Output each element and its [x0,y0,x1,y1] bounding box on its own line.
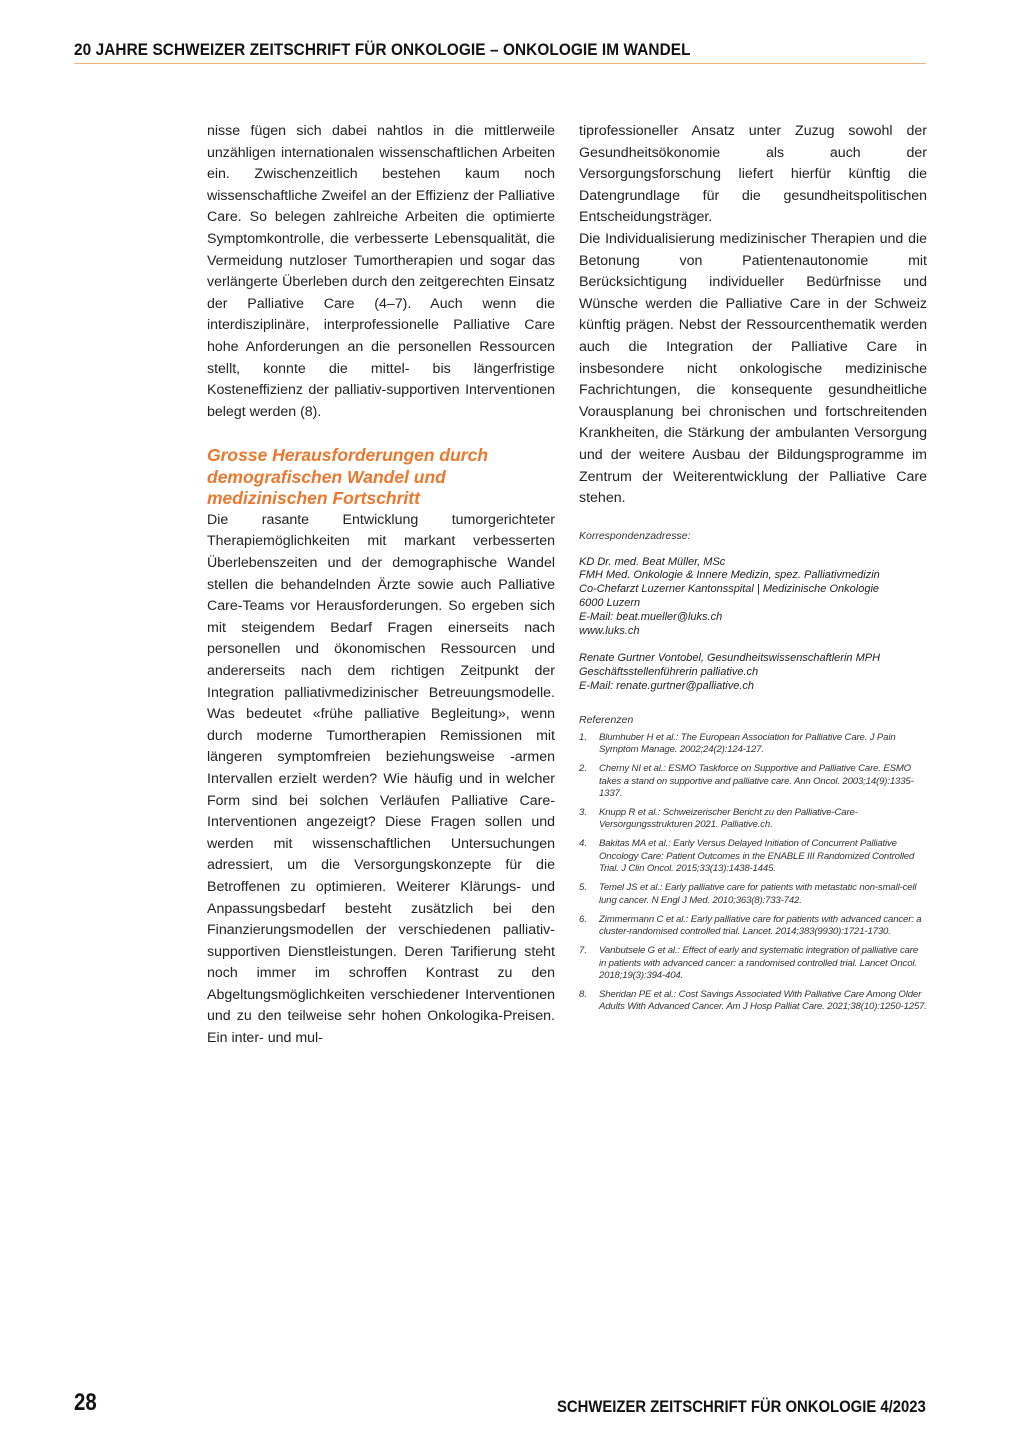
right-column [579,121,927,1020]
reference-item: 6. Zimmermann C et al.: Early palliative care for patients with advanced cancer: a cluster-randomised controlled trial. Lancet. 2014;383(9930):1721-1730. [579,913,922,938]
contact-line: Geschäftsstellenführerin palliative.ch [579,666,759,679]
contact-line: FMH Med. Onkologie & Innere Medizin, spez. Palliativmedizin [579,569,880,582]
reference-item: 3. Knupp R et al.: Schweizerischer Bericht zu den Palliative-Care-Versorgungsstrukturen 2021. Palliative.ch. [579,807,858,831]
contact-web: www.luks.ch [579,624,640,637]
reference-item: 2. Cherny NI et al.: ESMO Taskforce on Supportive and Palliative Care. ESMO takes a stand on supportive and palliative care. Ann Oncol. 2003;14(9):1335-1337. [579,763,914,800]
page-number: 28 [74,1389,97,1416]
body-paragraph: Die Individualisierung medizinischer Therapien und die Betonung von Patientenautonomie mit Berücksichtigung individueller Bedürfnisse und Wünsche werden die Palliative Care in der Schweiz künftig prägen. Nebst der Ressourcenthematik werden auch die Integration der Palliative Care in insbesondere nicht onkologische medizinische Fachrichtungen, die konsequente gesundheitliche Vorausplanung bei chronischen und fortschreitenden Krankheiten, die Stärkung der ambulanten Versorgung und der weitere Ausbau der Bildungsprogramme im Zentrum der Weiterentwicklung der Palliative Care stehen. [579,230,927,507]
correspondence-contact [579,556,927,639]
contact-line: 6000 Luzern [579,597,641,610]
reference-item: 8. Sheridan PE et al.: Cost Savings Associated With Palliative Care Among Older Adults With Advanced Cancer. Am J Hosp Palliat Care. 2021;38(10):1250-1257. [579,988,927,1013]
body-paragraph: nisse fügen sich dabei nahtlos in die mittlerweile unzähligen internationalen wissenschaftlichen Arbeiten ein. Zwischenzeitlich bestehen kaum noch wissenschaftliche Zweifel an der Effizienz der Palliative Care. So belegen zahlreiche Arbeiten die optimierte Symptomkontrolle, die verbesserte Lebensqualität, die Vermeidung nutzloser Tumortherapien und sogar das verlängerte Überleben durch den zeitgerechten Einsatz der Palliative Care (4–7). Auch wenn die interdisziplinäre, interprofessionelle Palliative Care hohe Anforderungen an die personellen Ressourcen stellt, konnte die mittel- bis längerfristige Kosteneffizienz der palliativ-supportiven Interventionen belegt werden (8). [207,123,555,420]
references-list [579,732,927,1014]
section-heading: Grosse Herausforderungen durch demografischen Wandel und medizinischen Fortschritt [207,445,489,509]
reference-item: 1. Blumhuber H et al.: The European Association for Palliative Care. J Pain Symptom Manage. 2002;24(2):124-127. [579,731,896,756]
header-rule [74,63,926,64]
reference-item: 5. Temel JS et al.: Early palliative care for patients with metastatic non-small-cell lung cancer. N Engl J Med. 2010;363(8):733-742. [579,882,917,906]
running-title: 20 JAHRE SCHWEIZER ZEITSCHRIFT FÜR ONKOLOGIE – ONKOLOGIE IM WANDEL [74,41,691,59]
journal-footer: SCHWEIZER ZEITSCHRIFT FÜR ONKOLOGIE 4/2023 [557,1398,926,1416]
contact-line: Co-Chefarzt Luzerner Kantonsspital | Medizinische Onkologie [579,583,880,596]
correspondence-contact [579,652,927,693]
body-paragraph: tiprofessioneller Ansatz unter Zuzug sowohl der Gesundheitsökonomie als auch der Versorgungsforschung liefert hierfür künftig die Datengrundlage für die gesundheitspolitischen Entscheidungsträger. [579,123,927,226]
contact-email: E-Mail: beat.mueller@luks.ch [579,610,723,623]
correspondence-label: Korrespondenzadresse: [579,529,691,542]
contact-name: Renate Gurtner Vontobel, Gesundheitswissenschaftlerin MPH [579,652,881,665]
reference-item: 7. Vanbutsele G et al.: Effect of early and systematic integration of palliative care in patients with advanced cancer: a randomised controlled trial. Lancet Oncol. 2018;19(3):394-404. [579,945,919,981]
reference-item: 4. Bakitas MA et al.: Early Versus Delayed Initiation of Concurrent Palliative Oncology Care: Patient Outcomes in the ENABLE III Randomized Controlled Trial. J Clin Oncol. 2015;33(13):1438-1445. [579,838,915,875]
contact-email: E-Mail: renate.gurtner@palliative.ch [579,680,755,693]
references-label: Referenzen [579,713,634,726]
body-paragraph: Die rasante Entwicklung tumorgerichteter Therapiemöglichkeiten mit markant verbesserten Überlebenszeiten und der demographische Wandel stellen die behandelnden Ärzte sowie auch Palliative Care-Teams vor Herausforderungen. So ergeben sich mit steigendem Bedarf Fragen einerseits nach personellen und ökonomischen Ressourcen und andererseits nach dem richtigen Zeitpunkt der Integration palliativmedizinischer Betreuungsmodelle. Was bedeutet «frühe palliative Begleitung», wenn durch moderne Tumortherapien Remissionen mit längeren symptomfreien beziehungsweise -armen Intervallen erzielt werden? Wie häufig und in welcher Form sind bei solchen Verläufen Palliative Care-Interventionen angezeigt? Diese Fragen sollen und werden mit wissenschaftlichen Untersuchungen adressiert, um die Versorgungskonzepte für die Betroffenen zu optimieren. Weiterer Klärungs- und Anpassungsbedarf besteht zusätzlich bei den Finanzierungsmodellen der verschiedenen palliativ-supportiven Dienstleistungen. Deren Tarifierung steht noch immer im schroffen Kontrast zu den Abgeltungsmöglichkeiten verschiedener Interventionen und zu den teilweise sehr hohen Onkologika-Preisen. Ein inter- und mul- [207,511,555,1047]
left-column [207,121,555,1050]
contact-name: KD Dr. med. Beat Müller, MSc [579,555,726,568]
